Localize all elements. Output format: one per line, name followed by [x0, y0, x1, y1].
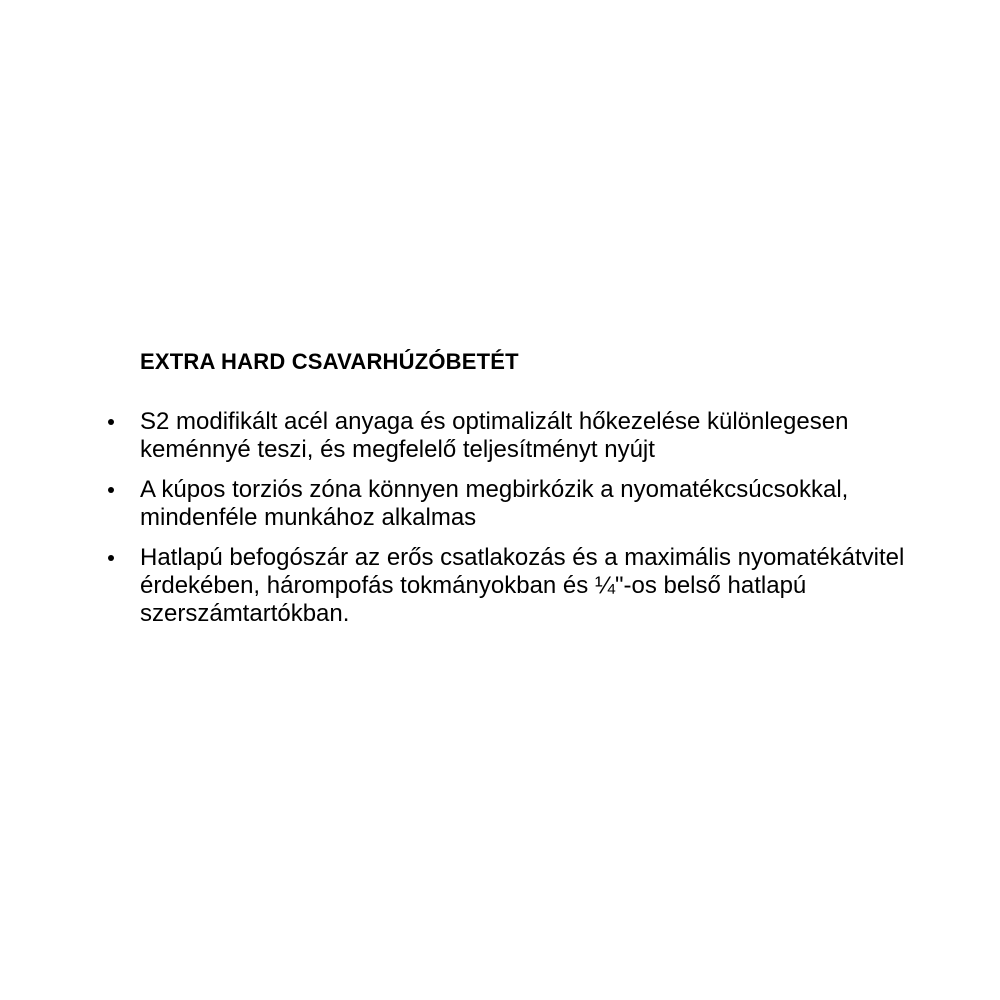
bullet-icon — [108, 487, 114, 493]
list-item-text: Hatlapú befogószár az erős csatlakozás és a maximális nyomatékátvitel érdekében, hárompofás tokmányokban és ¼"-os belső hatlapú szerszámtartókban. — [140, 544, 905, 627]
list-item — [140, 476, 920, 532]
list-item — [140, 408, 920, 464]
bullet-icon — [108, 555, 114, 561]
bullet-icon — [108, 419, 114, 425]
feature-bullet-list — [140, 408, 920, 628]
page-title: EXTRA HARD CSAVARHÚZÓBETÉT — [140, 349, 519, 374]
list-item-text: S2 modifikált acél anyaga és optimalizált hőkezelése különlegesen keménnyé teszi, és megfelelő teljesítményt nyújt — [140, 408, 849, 463]
list-item — [140, 544, 920, 628]
product-description-block — [140, 348, 920, 628]
list-item-text: A kúpos torziós zóna könnyen megbirkózik a nyomatékcsúcsokkal, mindenféle munkához alkalmas — [140, 476, 849, 531]
